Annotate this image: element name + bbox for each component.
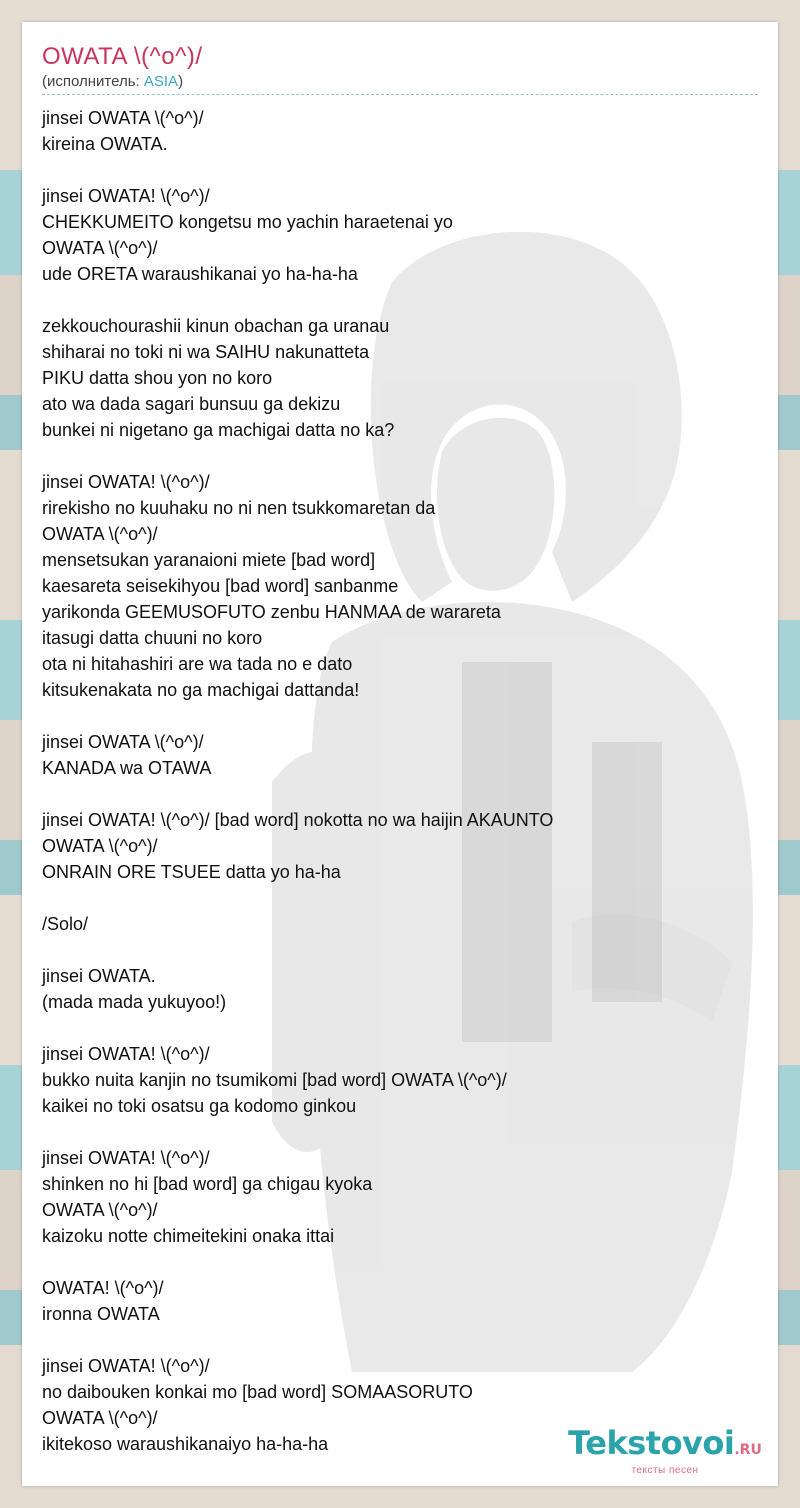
lyrics-card bbox=[22, 22, 778, 1486]
logo-tagline: тексты песен bbox=[631, 1465, 699, 1476]
site-logo[interactable] bbox=[560, 1426, 770, 1476]
song-title: OWATA \(^o^)/ bbox=[42, 43, 203, 70]
song-content bbox=[42, 42, 758, 1457]
artist-link[interactable]: ASIA bbox=[143, 73, 179, 90]
artist-prefix: (исполнитель: bbox=[42, 73, 144, 90]
lyrics-text: jinsei OWATA \(^o^)/ kireina OWATA. jinsei OWATA! \(^o^)/ CHEKKUMEITO kongetsu mo yachin haraetenai yo OWATA \(^o^)/ ude ORETA waraushikanai yo ha-ha-ha zekkouchourashii kinun obachan ga uranau shiharai no toki ni wa SAIHU nakunatteta PIKU datta shou yon no koro ato wa dada sagari bunsuu ga dekizu bunkei ni nigetano ga machigai datta no ka? jinsei OWATA! \(^o^)/ rirekisho no kuuhaku no ni nen tsukkomaretan da OWATA \(^o^)/ mensetsukan yaranaioni miete [bad word] kaesareta seisekihyou [bad word] sanbanme yarikonda GEEMUSOFUTO zenbu HANMAA de warareta itasugi datta chuuni no koro ota ni hitahashiri are wa tada no e dato kitsukenakata no ga machigai dattanda! jinsei OWATA \(^o^)/ KANADA wa OTAWA jinsei OWATA! \(^o^)/ [bad word] nokotta no wa haijin AKAUNTO OWATA \(^o^)/ ONRAIN ORE TSUEE datta yo ha-ha /Solo/ jinsei OWATA. (mada mada yukuyoo!) jinsei OWATA! \(^o^)/ bukko nuita kanjin no tsumikomi [bad word] OWATA \(^o^)/ kaikei no toki osatsu ga kodomo ginkou jinsei OWATA! \(^o^)/ shinken no hi [bad word] ga chigau kyoka OWATA \(^o^)/ kaizoku notte chimeitekini onaka ittai OWATA! \(^o^)/ ironna OWATA jinsei OWATA! \(^o^)/ no daibouken konkai mo [bad word] SOMAASORUTO OWATA \(^o^)/ ikitekoso waraushikanaiyo ha-ha-ha bbox=[42, 108, 554, 1454]
logo-wordmark bbox=[560, 1426, 770, 1467]
artist-line bbox=[42, 72, 758, 95]
logo-main-text: Tekstovoi bbox=[568, 1424, 735, 1462]
logo-tld: .RU bbox=[734, 1442, 762, 1458]
artist-suffix: ) bbox=[178, 73, 184, 90]
